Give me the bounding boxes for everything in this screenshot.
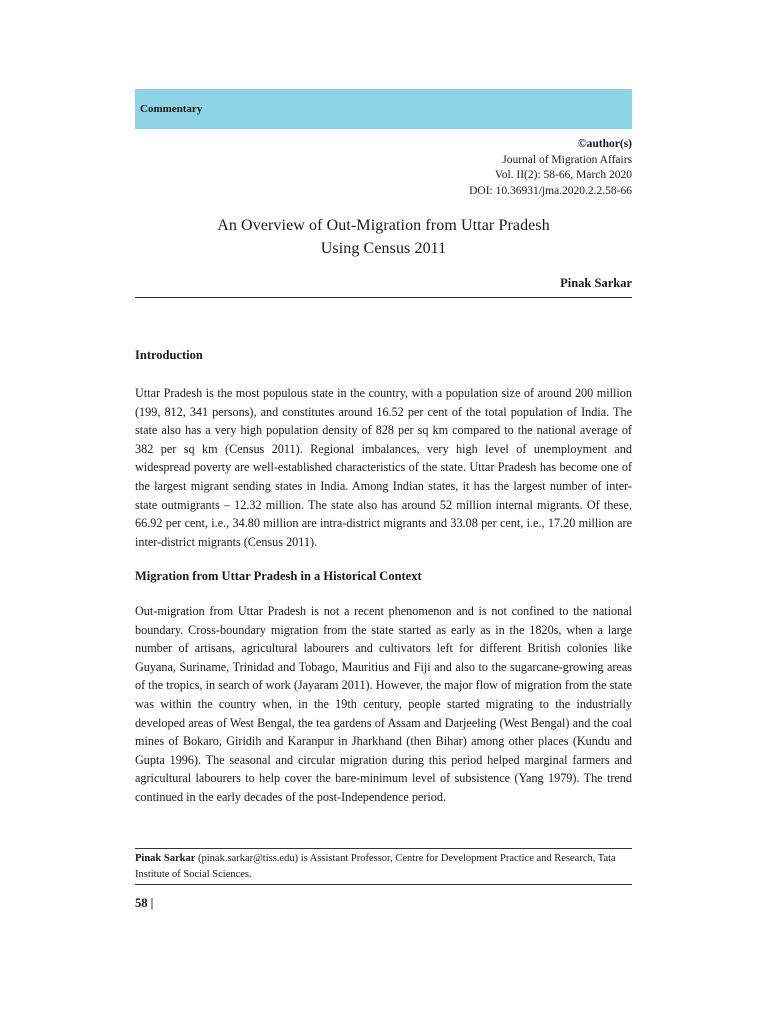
- footnote-divider-top: [135, 848, 632, 849]
- footnote-divider-bottom: [135, 884, 632, 885]
- title-line-1: An Overview of Out-Migration from Uttar Pradesh: [217, 217, 550, 234]
- copyright-line: ©author(s): [578, 138, 632, 150]
- doi[interactable]: DOI: 10.36931/jma.2020.2.2.58-66: [469, 184, 632, 197]
- page-number: 58 |: [135, 896, 154, 910]
- author-footnote: [135, 851, 632, 882]
- journal-name: Journal of Migration Affairs: [502, 153, 632, 166]
- volume-info: Vol. II(2): 58-66, March 2020: [494, 169, 632, 181]
- header-divider: [135, 297, 632, 298]
- title-line-2: Using Census 2011: [320, 240, 447, 257]
- introduction-paragraph: Uttar Pradesh is the most populous state in the country, with a population size of around 200 million (199, 812, 341 persons), and constitutes around 16.52 per cent of the total population of India. The state also has a very high population density of 828 per sq km compared to the national average of 382 per sq km (Census 2011). Regional imbalances, very high level of unemployment and widespread poverty are well-established characteristics of the state. Uttar Pradesh has become one of the largest migrant sending states in India. Among Indian states, it has the largest number of inter-state outmigrants – 12.32 million. The state also has around 52 million internal migrants. Of these, 66.92 per cent, i.e., 34.80 million are intra-district migrants and 33.08 per cent, i.e., 17.20 million are inter-district migrants (Census 2011).: [135, 386, 632, 549]
- section-label: Commentary: [140, 103, 203, 115]
- section-heading-historical-context: Migration from Uttar Pradesh in a Historical Context: [135, 569, 422, 583]
- article-title: [135, 214, 632, 260]
- section-heading-introduction: Introduction: [135, 348, 203, 362]
- article-meta: [469, 137, 632, 199]
- historical-context-paragraph: Out-migration from Uttar Pradesh is not a recent phenomenon and is not confined to the national boundary. Cross-boundary migration from the state started as early as in the 1820s, when a large number of artisans, agricultural labourers and cultivators left for different British colonies like Guyana, Suriname, Trinidad and Tobago, Mauritius and Fiji and also to the sugarcane-growing areas of the tropics, in search of work (Jayaram 2011). However, the major flow of migration from the state was within the country when, in the 19th century, people started migrating to the industrially developed areas of West Bengal, the tea gardens of Assam and Darjeeling (West Bengal) and the coal mines of Bokaro, Giridih and Karanpur in Jharkhand (then Bihar) among other places (Kundu and Gupta 1996). The seasonal and circular migration during this period helped marginal farmers and agricultural labourers to help cover the bare-minimum level of subsistence (Yang 1979). The trend continued in the early decades of the post-Independence period.: [135, 604, 632, 804]
- section-banner: [135, 89, 632, 129]
- footnote-author-name: Pinak Sarkar: [135, 853, 196, 864]
- author-name: Pinak Sarkar: [560, 276, 632, 290]
- footnote-text: (pinak.sarkar@tiss.edu) is Assistant Professor, Centre for Development Practice and Research, Tata Institute of Social Sciences.: [135, 853, 616, 880]
